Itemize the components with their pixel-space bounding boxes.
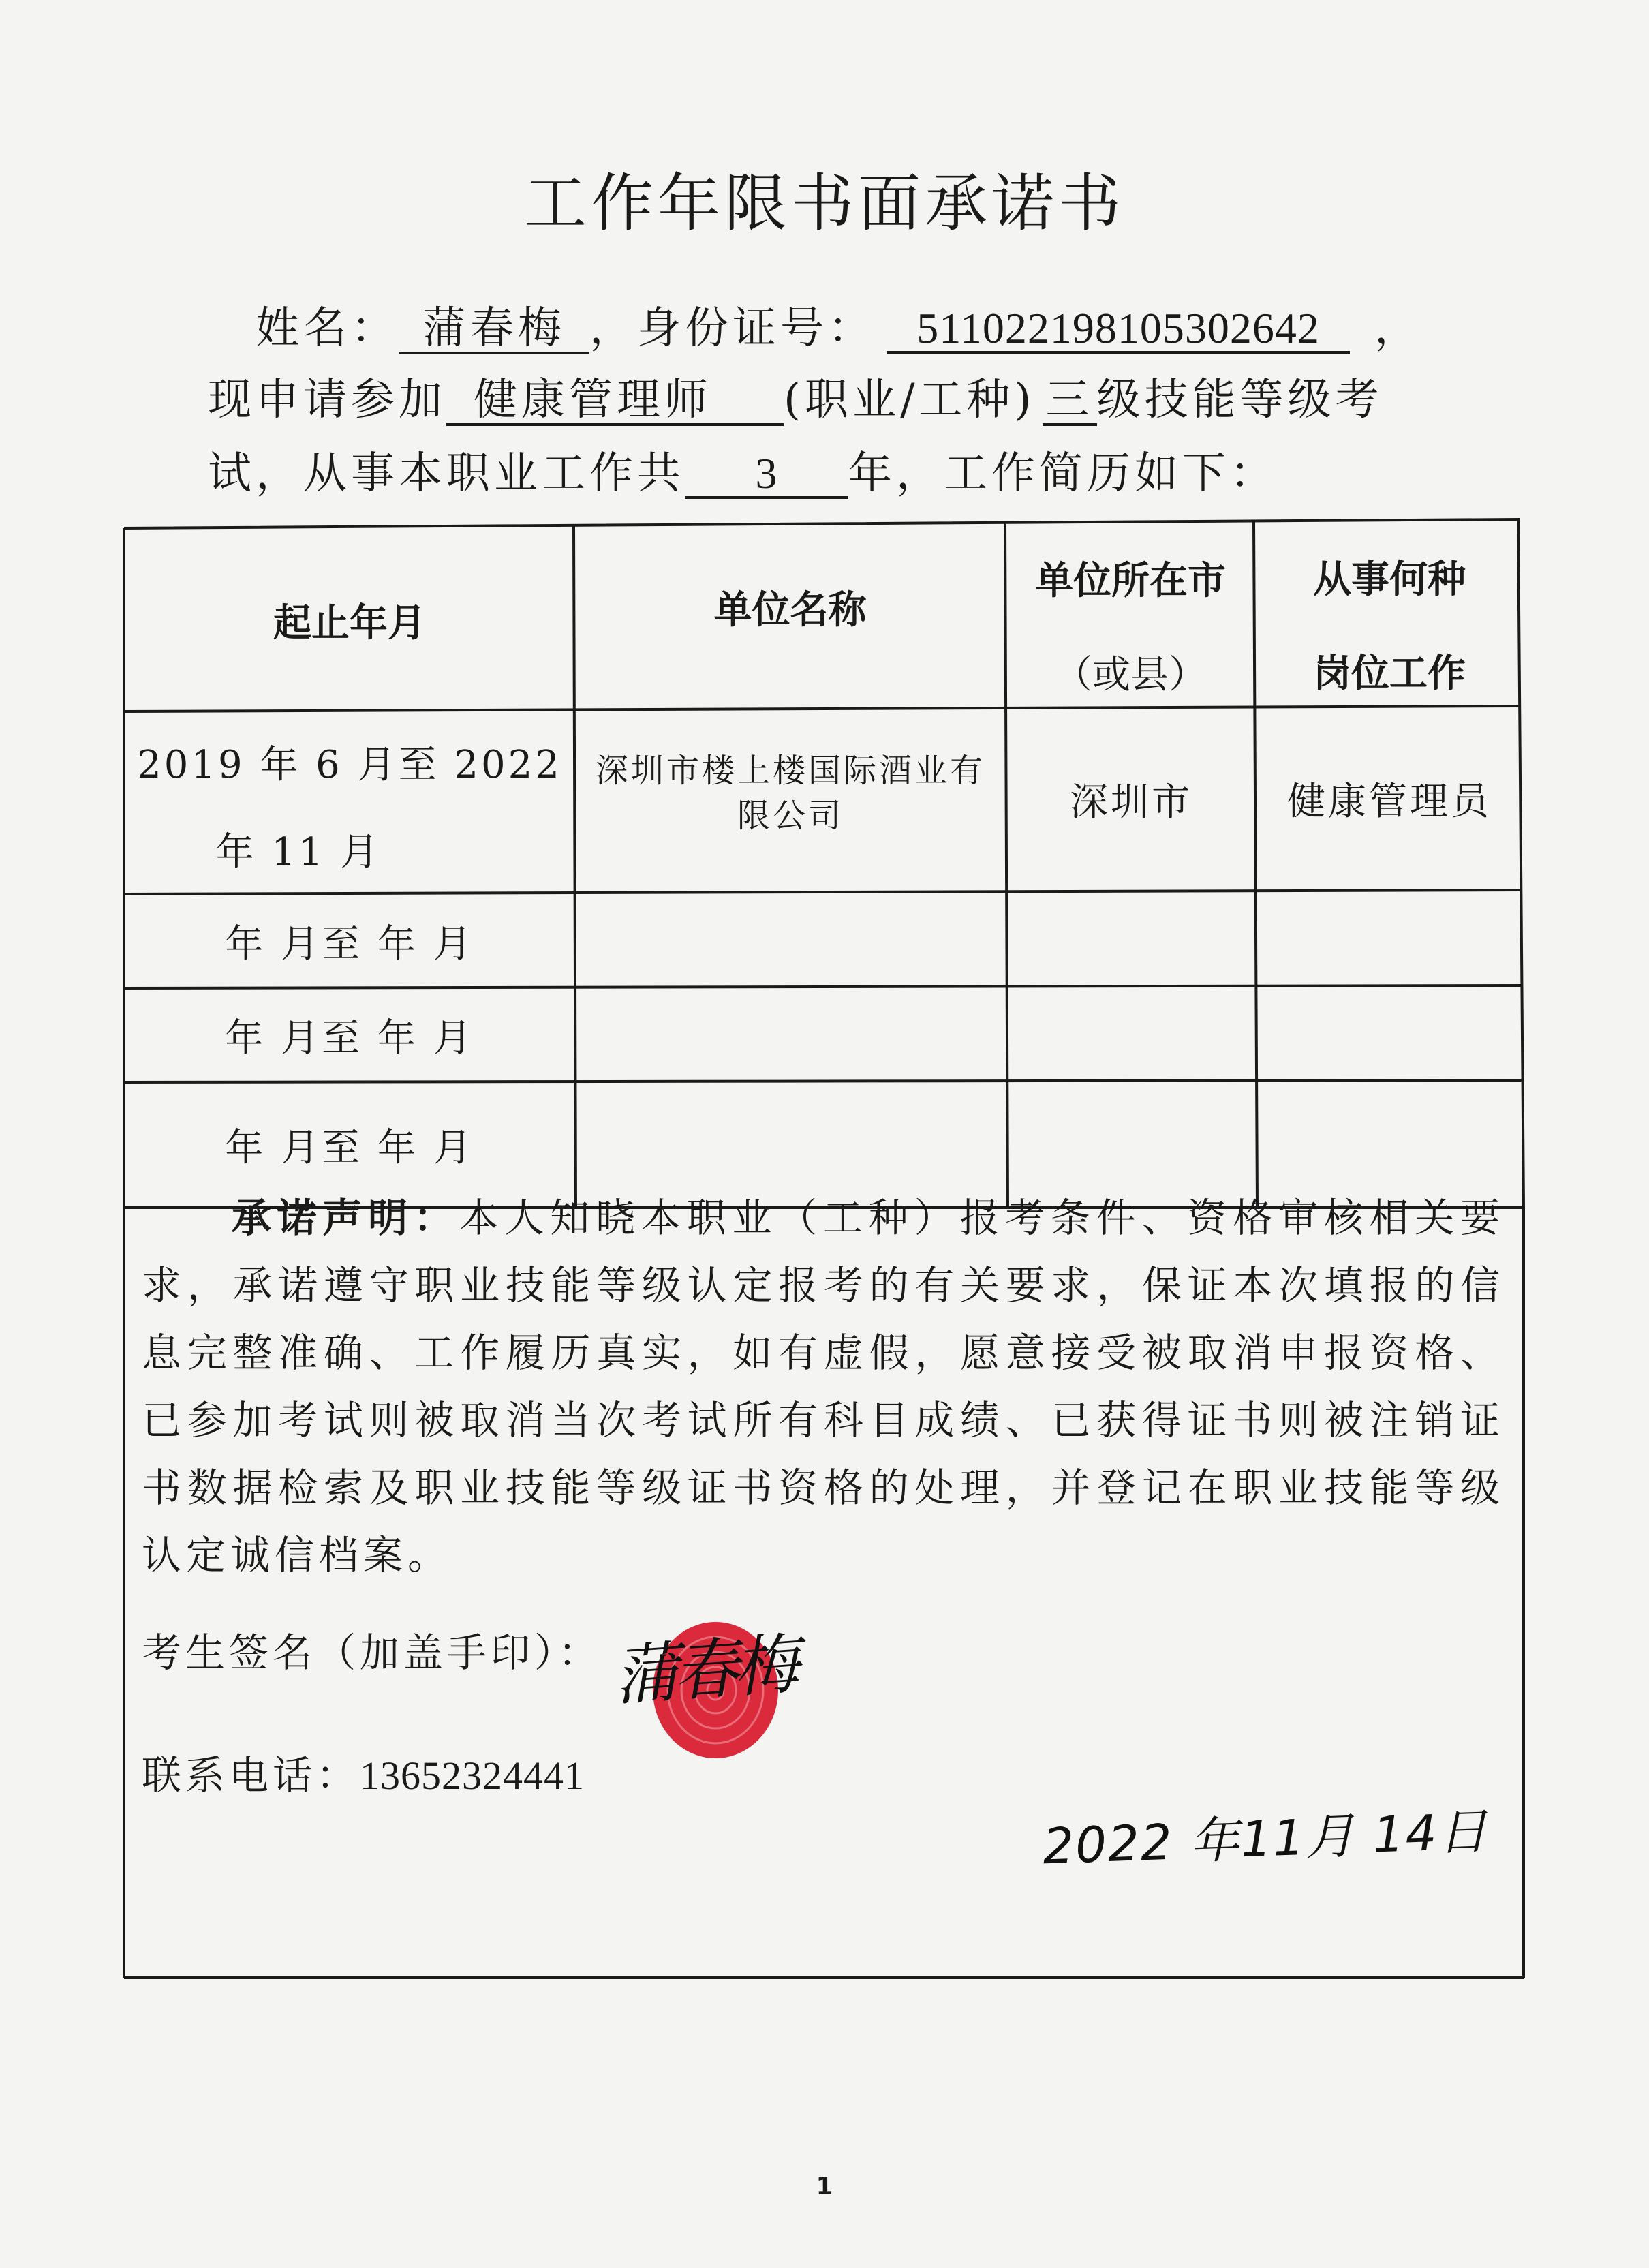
header-position-line2: 岗位工作 xyxy=(1313,652,1466,696)
row2-period: 年 月至 年 月 xyxy=(225,922,474,966)
id-label: ，身份证号： xyxy=(589,303,876,354)
trailing-comma: ， xyxy=(1374,303,1422,354)
handwritten-signature: 蒲春梅 xyxy=(611,1625,797,1715)
row3-period: 年 月至 年 月 xyxy=(225,1016,474,1060)
row2-city xyxy=(1008,894,1254,985)
contact-phone: 13652324441 xyxy=(360,1753,585,1798)
line3-suffix: 年，工作简历如下： xyxy=(848,448,1278,499)
row1-city: 深圳市 xyxy=(1070,780,1192,825)
row3-company xyxy=(576,990,1005,1081)
level-suffix: 级技能等级考 xyxy=(1096,375,1383,425)
apply-prefix: 现申请参加 xyxy=(208,375,446,425)
row1-period-line1: 2019 年 6 月至 2022 xyxy=(137,743,562,787)
level-value: 三 xyxy=(1043,378,1097,426)
statement-label: 承诺声明： xyxy=(230,1195,459,1241)
header-position-line1: 从事何种 xyxy=(1313,557,1466,602)
header-company: 单位名称 xyxy=(713,588,867,632)
handwritten-date: 2022 年11月 14日 xyxy=(1041,1802,1490,1875)
commitment-statement xyxy=(142,1184,1505,1589)
contact-line xyxy=(142,1743,585,1800)
header-city xyxy=(1008,525,1253,705)
name-label: 姓名： xyxy=(256,303,399,354)
contact-label: 联系电话： xyxy=(142,1752,360,1798)
row2-position xyxy=(1257,893,1522,984)
name-value: 蒲春梅 xyxy=(399,306,589,354)
header-city-line2: （或县） xyxy=(1054,653,1207,697)
row2-company xyxy=(576,895,1005,987)
row1-period-line2: 年 11 月 xyxy=(215,830,382,874)
row1-company: 深圳市楼上楼国际酒业有限公司 xyxy=(595,752,985,835)
document-title: 工作年限书面承诺书 xyxy=(523,167,1125,240)
header-city-line1: 单位所在市 xyxy=(1035,559,1226,603)
header-position xyxy=(1257,523,1522,704)
row4-period: 年 月至 年 月 xyxy=(225,1126,474,1170)
line3-prefix: 试，从事本职业工作共 xyxy=(208,448,685,499)
row1-position: 健康管理员 xyxy=(1287,780,1492,824)
occupation-value: 健康管理师 xyxy=(446,378,784,426)
page-number: 1 xyxy=(816,2173,833,2201)
row1-period xyxy=(127,714,572,893)
statement-text: 本人知晓本职业（工种）报考条件、资格审核相关要求，承诺遵守职业技能等级认定报考的有关要求，保证本次填报的信息完整准确、工作履历真实，如有虚假，愿意接受被取消申报资格、已参加考试则被取消当次考试所有科目成绩、已获得证书则被注销证书数据检索及职业技能等级证书资格的处理，并登记在职业技能等级认定诚信档案。 xyxy=(142,1195,1505,1578)
id-number-value: 511022198105302642 xyxy=(887,305,1350,354)
header-period: 起止年月 xyxy=(273,601,426,645)
signature-label: 考生签名（加盖手印）： xyxy=(142,1629,602,1676)
years-value: 3 xyxy=(685,450,848,499)
row3-city xyxy=(1008,988,1254,1079)
occupation-suffix: (职业/工种) xyxy=(784,375,1036,425)
row3-position xyxy=(1257,987,1522,1078)
